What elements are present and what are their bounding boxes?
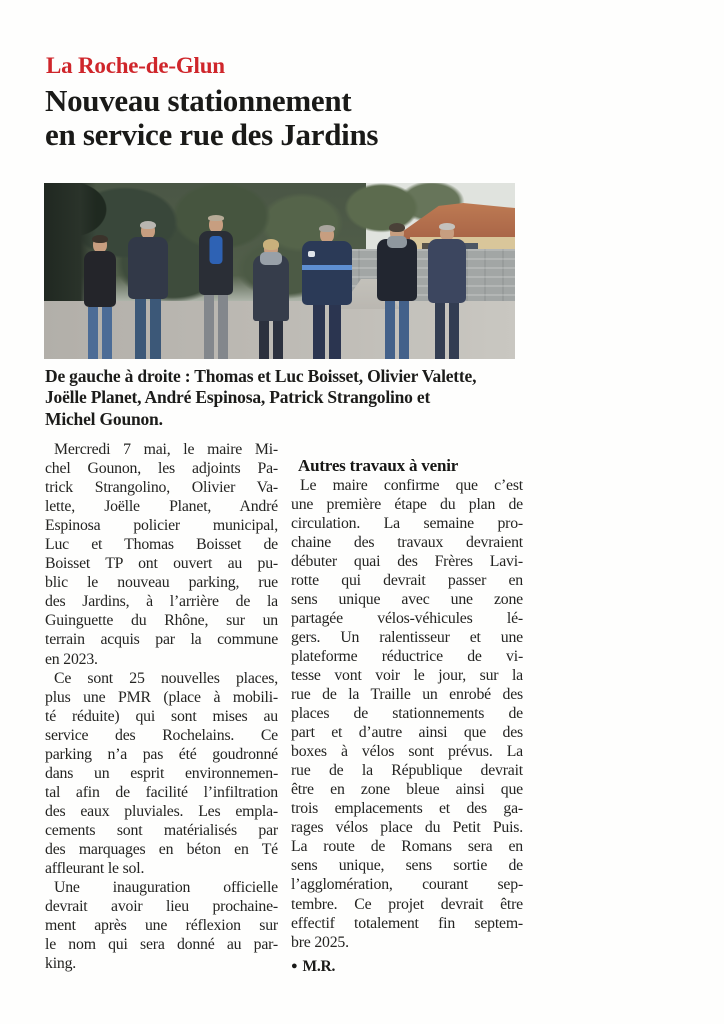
text-line: circulation. La semaine pro-	[291, 514, 523, 532]
person-figure-luc-boisset	[128, 222, 168, 359]
person-torso	[128, 237, 168, 299]
text-line: chaine des travaux devraient	[291, 533, 523, 551]
text-line: tal afin de facilité l’infiltration	[45, 783, 278, 801]
text-line: dans un esprit environnemen-	[45, 764, 278, 782]
text-line: des eaux pluviales. Les empla-	[45, 802, 278, 820]
text-line: en 2023.	[45, 650, 98, 668]
text-line: tembre. Ce projet devrait être	[291, 895, 523, 913]
text-line: être en zone bleue ainsi que	[291, 781, 523, 799]
text-line: plateforme réductrice de vi-	[291, 647, 523, 665]
text-line: blic le nouveau parking, rue	[45, 574, 278, 592]
text-line: places de stationnements de	[291, 705, 523, 723]
person-figure-michel-gounon	[428, 224, 466, 359]
text-line: rue de la Traille un enrobé des	[291, 686, 523, 704]
photo-caption	[45, 366, 525, 430]
person-hair	[92, 235, 108, 243]
person-hair	[319, 225, 335, 232]
person-legs	[88, 307, 112, 359]
person-hair	[140, 221, 156, 229]
text-line: rages vélos place du Petit Puis.	[291, 819, 523, 837]
person-torso	[428, 239, 466, 303]
paragraph-4	[291, 476, 523, 952]
text-line: bre 2025.	[291, 933, 349, 951]
text-line: terrain acquis par la commune	[45, 631, 278, 649]
text-line: gers. Un ralentisseur et une	[291, 628, 523, 646]
text-line: débuter quai des Frères Lavi-	[291, 552, 523, 570]
text-line: partagée vélos-véhicules lé-	[291, 609, 523, 627]
text-line: des marquages en béton en Té	[45, 840, 278, 858]
byline-author: M.R.	[302, 957, 336, 975]
person-torso	[199, 231, 233, 295]
text-line: plus une PMR (place à mobili-	[45, 688, 278, 706]
text-line: parking n’a pas été goudronné	[45, 745, 278, 763]
text-line: affleurant le sol.	[45, 860, 145, 878]
person-legs	[313, 305, 341, 359]
text-line: l’agglomération, courant sep-	[291, 876, 523, 894]
person-legs	[435, 303, 459, 359]
text-line: sens unique, sens sortie de	[291, 857, 523, 875]
text-line: tesse vont voir le jour, sur la	[291, 666, 523, 684]
person-torso	[302, 241, 352, 305]
text-line: rotte qui devrait passer en	[291, 571, 523, 589]
text-line: De gauche à droite : Thomas et Luc Boisset, Olivier Valette,	[45, 366, 477, 386]
paragraph-1	[45, 440, 278, 669]
text-line: té réduite) qui sont mises au	[45, 707, 278, 725]
person-torso	[377, 239, 417, 301]
person-legs	[259, 321, 283, 359]
text-line: king.	[45, 955, 77, 973]
subhead-autres-travaux: Autres travaux à venir	[298, 456, 459, 475]
text-line: cements sont matérialisés par	[45, 821, 278, 839]
text-line: La route de Romans sera en	[291, 838, 523, 856]
text-line: Mercredi 7 mai, le maire Mi-	[54, 441, 278, 458]
text-line: des Jardins, à l’arrière de la	[45, 593, 278, 611]
text-line: sens unique avec une zone	[291, 590, 523, 608]
person-torso	[253, 255, 289, 321]
text-line: Joëlle Planet, André Espinosa, Patrick Strangolino et	[45, 387, 431, 408]
text-line: Guinguette du Rhône, sur un	[45, 612, 278, 630]
text-line: ment après une réflexion sur	[45, 917, 278, 935]
headline-line-1: Nouveau stationnement	[45, 83, 352, 118]
text-line: service des Rochelains. Ce	[45, 726, 278, 744]
person-figure-joelle-planet	[253, 240, 289, 359]
text-line: devrait avoir lieu prochaine-	[45, 898, 278, 916]
text-line: Une inauguration officielle	[54, 879, 278, 897]
byline	[291, 957, 523, 976]
text-line: Ce sont 25 nouvelles places,	[54, 669, 278, 687]
person-hair	[208, 215, 224, 221]
headline-line-2: en service rue des Jardins	[45, 117, 379, 152]
article-column-left	[45, 440, 278, 976]
article-body	[45, 440, 523, 976]
person-figure-andre-espinosa	[302, 226, 352, 359]
person-hair	[263, 239, 279, 250]
person-hair	[389, 223, 405, 232]
text-line: trick Strangolino, Olivier Va-	[45, 479, 278, 497]
person-legs	[135, 299, 161, 359]
text-line: une première étape du plan de	[291, 495, 523, 513]
text-line: le nom qui sera donné au par-	[45, 936, 278, 954]
paragraph-2	[45, 669, 278, 879]
text-line: Espinosa policier municipal,	[45, 517, 278, 535]
person-figure-thomas-boisset	[84, 236, 116, 359]
article-photo	[44, 183, 515, 359]
person-legs	[204, 295, 228, 359]
text-line: part et d’autre ainsi que des	[291, 724, 523, 742]
text-line: trois emplacements et des ga-	[291, 800, 523, 818]
person-hair	[439, 223, 455, 230]
person-torso	[84, 251, 116, 307]
bullet-icon: ●	[291, 959, 298, 972]
text-line: Boisset TP ont ouvert au pu-	[45, 555, 278, 573]
text-line: Luc et Thomas Boisset de	[45, 536, 278, 554]
text-line: Michel Gounon.	[45, 408, 163, 429]
text-line: rue de la République devrait	[291, 762, 523, 780]
text-line: effectif totalement fin septem-	[291, 914, 523, 932]
article-headline	[45, 84, 378, 152]
person-legs	[385, 301, 409, 359]
text-line: lette, Joëlle Planet, André	[45, 498, 278, 516]
text-line: Le maire confirme que c’est	[300, 476, 523, 494]
text-line: boxes à vélos sont prévus. La	[291, 743, 523, 761]
section-kicker: La Roche-de-Glun	[46, 53, 225, 78]
paragraph-3	[45, 878, 278, 973]
article-column-right	[291, 440, 523, 976]
text-line: chel Gounon, les adjoints Pa-	[45, 460, 278, 478]
person-figure-patrick-strangolino	[377, 224, 417, 359]
person-figure-olivier-valette	[199, 216, 233, 359]
